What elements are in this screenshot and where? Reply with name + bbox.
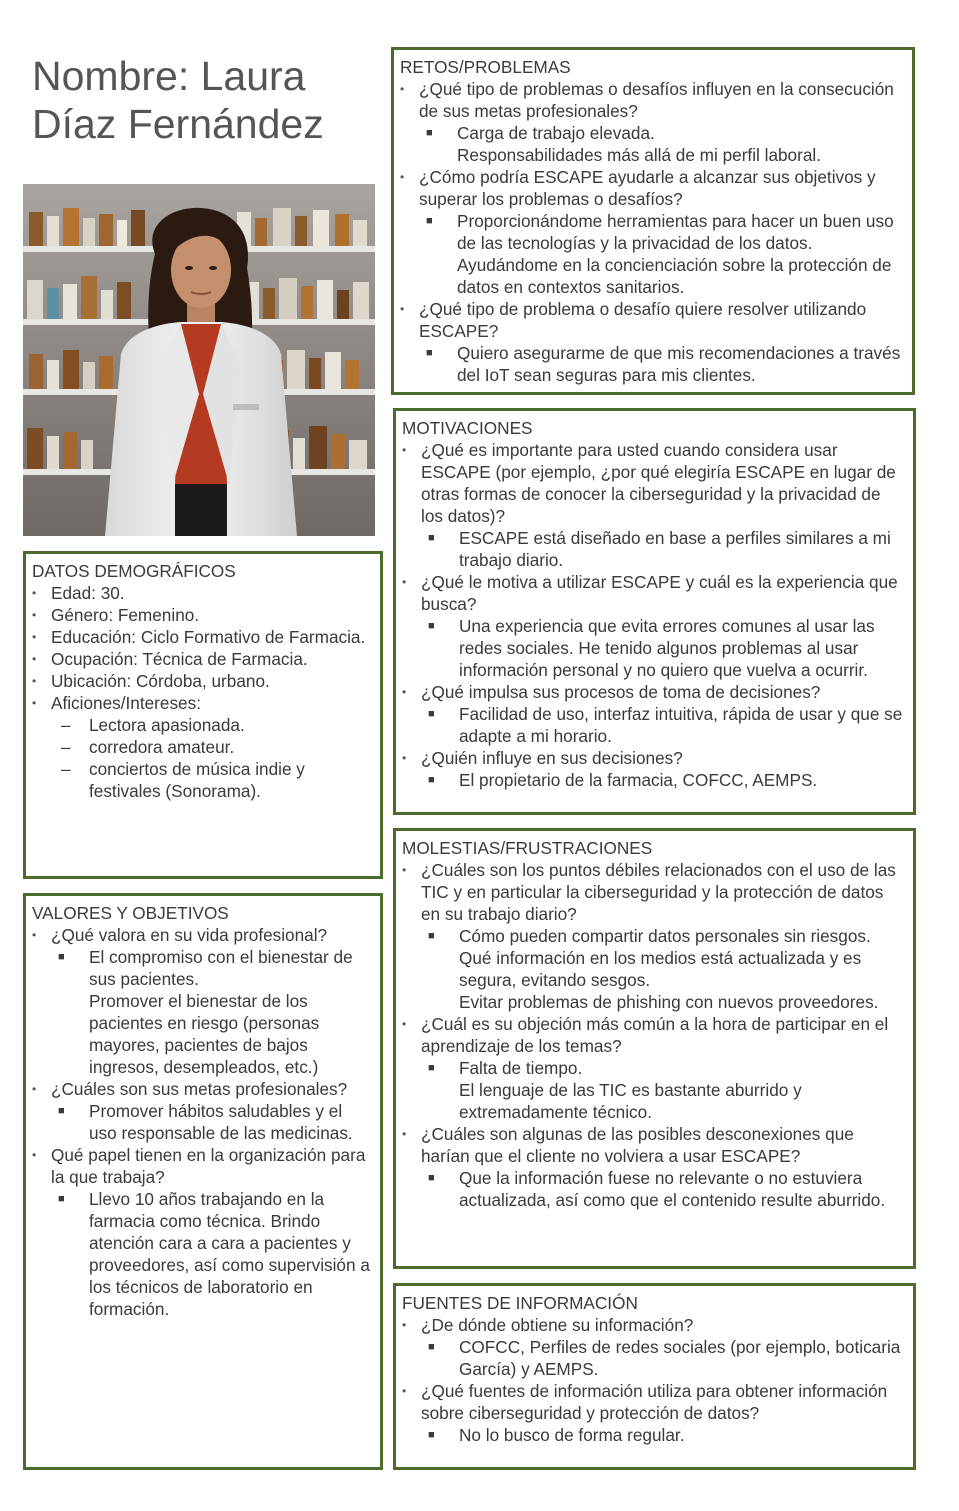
- values-answer: ■ Llevo 10 años trabajando en la farmacia como técnica. Brindo atención cara a cara a pacientes y proveedores, así como supervisión a los técnicos de laboratorio en formación.: [32, 1188, 374, 1320]
- persona-photo: [23, 184, 375, 536]
- frustrations-answer-line: ■ Cómo pueden compartir datos personales sin riesgos.: [459, 926, 871, 946]
- demographics-occupation: • Ocupación: Técnica de Farmacia.: [32, 648, 374, 670]
- challenges-answer-line: ■ Carga de trabajo elevada.: [457, 123, 655, 143]
- values-heading: VALORES Y OBJETIVOS: [32, 903, 229, 923]
- challenges-list: [400, 78, 906, 386]
- motivations-question: • ¿Qué impulsa sus procesos de toma de decisiones?: [402, 681, 907, 703]
- frustrations-panel: [393, 828, 916, 1269]
- values-panel: [23, 893, 383, 1470]
- challenges-question: • ¿Cómo podría ESCAPE ayudarle a alcanzar sus objetivos y superar los problemas o desafíos?: [400, 166, 906, 210]
- persona-name-line1: Nombre: Laura: [32, 53, 306, 99]
- sources-panel: [393, 1283, 916, 1470]
- motivations-panel: [393, 408, 916, 815]
- sources-answer: ■ COFCC, Perfiles de redes sociales (por ejemplo, boticaria García) y AEMPS.: [402, 1336, 907, 1380]
- persona-name-line2: Díaz Fernández: [32, 101, 324, 147]
- challenges-answer: [400, 210, 906, 298]
- motivations-answer: ■ Una experiencia que evita errores comunes al usar las redes sociales. He tenido algunos problemas al usar información personal y no quiero que vuelva a ocurrir.: [402, 615, 907, 681]
- sources-question: • ¿Qué fuentes de información utiliza para obtener información sobre ciberseguridad y protección de datos?: [402, 1380, 907, 1424]
- motivations-heading: MOTIVACIONES: [402, 418, 533, 438]
- demographics-gender: • Género: Femenino.: [32, 604, 374, 626]
- demographics-education: • Educación: Ciclo Formativo de Farmacia.: [32, 626, 374, 648]
- values-question: • ¿Qué valora en su vida profesional?: [32, 924, 374, 946]
- motivations-answer: ■ Facilidad de uso, interfaz intuitiva, rápida de usar y que se adapte a mi horario.: [402, 703, 907, 747]
- sources-list: [402, 1314, 907, 1446]
- values-list: [32, 924, 374, 1320]
- challenges-question: • ¿Qué tipo de problemas o desafíos influyen en la consecución de sus metas profesionales?: [400, 78, 906, 122]
- sources-answer: ■ No lo busco de forma regular.: [402, 1424, 907, 1446]
- motivations-answer: ■ El propietario de la farmacia, COFCC, AEMPS.: [402, 769, 907, 791]
- values-answer-line: Promover el bienestar de los pacientes en riesgo (personas mayores, pacientes de bajos ingresos, desempleados, etc.): [89, 991, 320, 1077]
- demographics-heading: DATOS DEMOGRÁFICOS: [32, 561, 236, 581]
- hobby-item: – Lectora apasionada.: [32, 714, 374, 736]
- challenges-question: • ¿Qué tipo de problema o desafío quiere resolver utilizando ESCAPE?: [400, 298, 906, 342]
- challenges-heading: RETOS/PROBLEMAS: [400, 57, 571, 77]
- persona-name: [32, 52, 372, 148]
- frustrations-list: [402, 859, 907, 1211]
- challenges-answer: [400, 122, 906, 166]
- hobby-item: – corredora amateur.: [32, 736, 374, 758]
- demographics-hobbies: • Aficiones/Intereses:: [32, 692, 374, 714]
- frustrations-answer: [402, 1057, 907, 1123]
- challenges-answer-line: Responsabilidades más allá de mi perfil laboral.: [457, 145, 821, 165]
- values-answer: ■ Promover hábitos saludables y el uso responsable de las medicinas.: [32, 1100, 374, 1144]
- frustrations-question: • ¿Cuáles son los puntos débiles relacionados con el uso de las TIC y en particular la ciberseguridad y la protección de datos en su trabajo diario?: [402, 859, 907, 925]
- values-answer: [32, 946, 374, 1078]
- challenges-answer-line: Ayudándome en la concienciación sobre la protección de datos en contextos sanitarios.: [457, 255, 892, 297]
- frustrations-answer-line: Qué información en los medios está actualizada y es segura, evitando sesgos.: [459, 948, 862, 990]
- hobby-item: – conciertos de música indie y festivales (Sonorama).: [32, 758, 374, 802]
- frustrations-question: • ¿Cuál es su objeción más común a la hora de participar en el aprendizaje de los temas?: [402, 1013, 907, 1057]
- frustrations-heading: MOLESTIAS/FRUSTRACIONES: [402, 838, 653, 858]
- challenges-answer: ■ Quiero asegurarme de que mis recomendaciones a través del IoT sean seguras para mis clientes.: [400, 342, 906, 386]
- frustrations-answer-line: ■ Falta de tiempo.: [459, 1058, 583, 1078]
- frustrations-answer-line: El lenguaje de las TIC es bastante aburrido y extremadamente técnico.: [459, 1080, 802, 1122]
- demographics-list: [32, 582, 374, 802]
- motivations-question: • ¿Qué es importante para usted cuando considera usar ESCAPE (por ejemplo, ¿por qué elegiría ESCAPE en lugar de otras formas de conocer la ciberseguridad y la privacidad de los datos)?: [402, 439, 907, 527]
- values-question: • ¿Cuáles son sus metas profesionales?: [32, 1078, 374, 1100]
- sources-question: • ¿De dónde obtiene su información?: [402, 1314, 907, 1336]
- frustrations-answer: ■ Que la información fuese no relevante o no estuviera actualizada, así como que el contenido resulte aburrido.: [402, 1167, 907, 1211]
- motivations-list: [402, 439, 907, 791]
- demographics-panel: [23, 551, 383, 879]
- sources-heading: FUENTES DE INFORMACIÓN: [402, 1293, 638, 1313]
- frustrations-answer: [402, 925, 907, 1013]
- motivations-question: • ¿Qué le motiva a utilizar ESCAPE y cuál es la experiencia que busca?: [402, 571, 907, 615]
- motivations-question: • ¿Quién influye en sus decisiones?: [402, 747, 907, 769]
- frustrations-answer-line: Evitar problemas de phishing con nuevos proveedores.: [459, 992, 879, 1012]
- demographics-location: • Ubicación: Córdoba, urbano.: [32, 670, 374, 692]
- motivations-answer: ■ ESCAPE está diseñado en base a perfiles similares a mi trabajo diario.: [402, 527, 907, 571]
- frustrations-question: • ¿Cuáles son algunas de las posibles desconexiones que harían que el cliente no volviera a usar ESCAPE?: [402, 1123, 907, 1167]
- challenges-panel: [391, 47, 915, 395]
- values-answer-line: ■ El compromiso con el bienestar de sus pacientes.: [89, 947, 353, 989]
- demographics-age: • Edad: 30.: [32, 582, 374, 604]
- challenges-answer-line: ■ Proporcionándome herramientas para hacer un buen uso de las tecnologías y la privacidad de los datos.: [457, 211, 894, 253]
- values-question: • Qué papel tienen en la organización para la que trabaja?: [32, 1144, 374, 1188]
